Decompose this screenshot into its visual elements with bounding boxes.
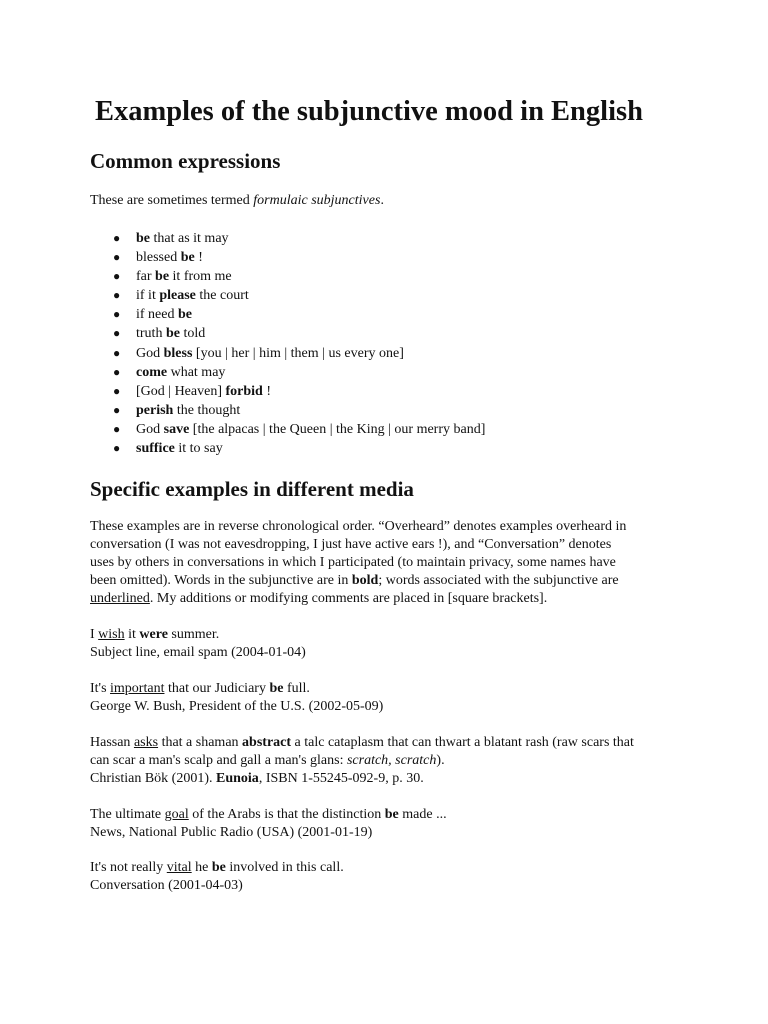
example-quote: It's not really vital he be involved in this call. [90, 860, 344, 875]
bullet-icon: ● [113, 345, 121, 360]
list-item: ● [God | Heaven] forbid ! [90, 382, 485, 401]
example-quote: The ultimate goal of the Arabs is that the distinction be made ... [90, 807, 447, 822]
intro-line-5: underlined. My additions or modifying comments are placed in [square brackets]. [90, 591, 548, 606]
list-item: ● if it please the court [90, 286, 485, 305]
bullet-icon: ● [113, 441, 121, 456]
bullet-icon: ● [113, 364, 121, 379]
example-quote: It's important that our Judiciary be full. [90, 681, 310, 696]
example-source: Subject line, email spam (2004-01-04) [90, 645, 306, 660]
bullet-icon: ● [113, 231, 121, 245]
list-item: ● truth be told [90, 324, 485, 343]
list-item: ● God save [the alpacas | the Queen | the King | our merry band] [90, 420, 485, 439]
common-expressions-list [90, 229, 485, 458]
bullet-icon: ● [113, 307, 121, 322]
list-item: ● far be it from me [90, 267, 485, 286]
example-quote-cont: can scar a man's scalp and gall a man's glans: scratch, scratch). [90, 753, 445, 768]
example-quote: Hassan asks that a shaman abstract a talc cataplasm that can thwart a blatant rash (raw scars that [90, 735, 634, 750]
list-item: ● come what may [90, 363, 485, 382]
intro-line-4: been omitted). Words in the subjunctive are in bold; words associated with the subjunctive are [90, 573, 619, 588]
page-title: Examples of the subjunctive mood in English [95, 96, 643, 127]
list-item: ● be that as it may [90, 229, 485, 248]
intro-line-2: conversation (I was not eavesdropping, I just have active ears !), and “Conversation” denotes [90, 537, 612, 552]
example-source: News, National Public Radio (USA) (2001-01-19) [90, 825, 373, 840]
bullet-icon: ● [113, 402, 121, 417]
list-item: ● suffice it to say [90, 439, 485, 458]
bullet-icon: ● [113, 421, 121, 436]
intro-paragraph: These are sometimes termed formulaic subjunctives. [90, 193, 384, 208]
example-source: Conversation (2001-04-03) [90, 878, 243, 893]
list-item: ● God bless [you | her | him | them | us every one] [90, 344, 485, 363]
example-source: George W. Bush, President of the U.S. (2002-05-09) [90, 699, 384, 714]
list-item: ● blessed be ! [90, 248, 485, 267]
bullet-icon: ● [113, 250, 121, 265]
intro-line-3: uses by others in conversations in which I participated (to maintain privacy, some names have [90, 555, 616, 570]
example-source: Christian Bök (2001). Eunoia, ISBN 1-55245-092-9, p. 30. [90, 771, 424, 786]
example-quote: I wish it were summer. [90, 627, 220, 642]
list-item: ● perish the thought [90, 401, 485, 420]
bullet-icon: ● [113, 288, 121, 303]
heading-common-expressions: Common expressions [90, 149, 281, 173]
intro-italic-term: formulaic subjunctives [253, 193, 381, 208]
intro-line-1: These examples are in reverse chronological order. “Overheard” denotes examples overheard in [90, 519, 627, 534]
bullet-icon: ● [113, 383, 121, 398]
bullet-icon: ● [113, 269, 121, 284]
list-item: ● if need be [90, 305, 485, 324]
heading-specific-examples: Specific examples in different media [90, 477, 414, 501]
bullet-icon: ● [113, 326, 121, 341]
